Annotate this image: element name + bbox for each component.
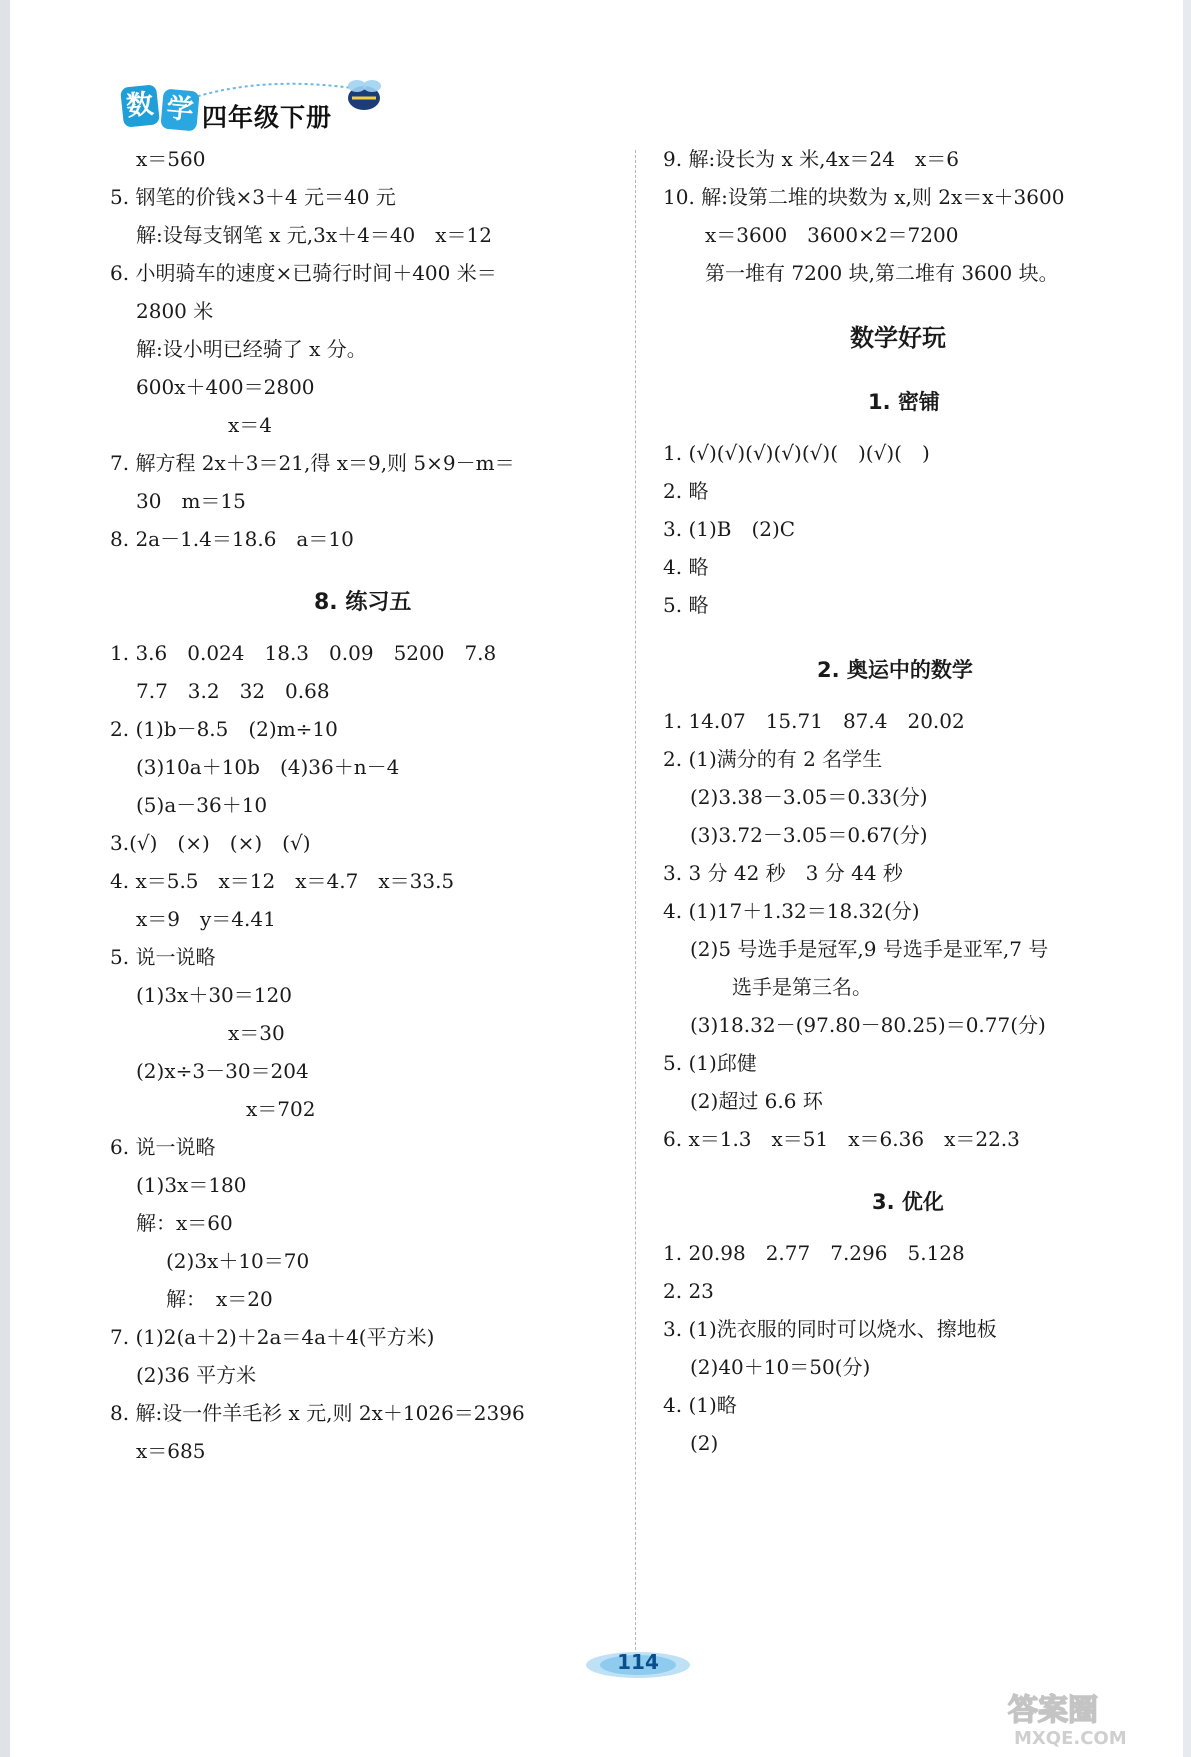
section-heading: 2. 奥运中的数学 [817, 658, 973, 682]
answer-line: x＝9 y＝4.41 [136, 907, 276, 931]
answer-line: (5)a－36＋10 [136, 793, 268, 817]
answer-line: 3. 3 分 42 秒 3 分 44 秒 [663, 861, 903, 885]
answer-line: 5. (1)邱健 [663, 1051, 757, 1075]
answer-line: (1)3x＋30＝120 [136, 983, 292, 1007]
answer-line: 600x＋400＝2800 [136, 375, 315, 399]
column-divider [635, 150, 636, 1650]
answer-line: (1)3x＝180 [136, 1173, 247, 1197]
answer-line: (2)x÷3－30＝204 [136, 1059, 309, 1083]
watermark-logo-icon [1000, 1680, 1185, 1750]
answer-line: (2)5 号选手是冠军,9 号选手是亚军,7 号 [690, 937, 1049, 961]
page-header [122, 78, 442, 138]
answer-line: 第一堆有 7200 块,第二堆有 3600 块。 [705, 261, 1059, 285]
answer-line: 2800 米 [136, 299, 214, 323]
answer-line: 8. 2a－1.4＝18.6 a＝10 [110, 527, 354, 551]
header-badge-math-1: 数 [120, 84, 160, 128]
page-edge-left [0, 0, 10, 1757]
answer-line: 3.(√) (×) (×) (√) [110, 831, 311, 855]
grade-label: 四年级下册 [202, 103, 333, 132]
answer-line: 解： x＝20 [166, 1287, 273, 1311]
page-edge-right [1183, 0, 1191, 1757]
answer-line: 2. 略 [663, 479, 709, 503]
answer-line: 7.7 3.2 32 0.68 [136, 679, 330, 703]
answer-line: 1. 14.07 15.71 87.4 20.02 [663, 709, 965, 733]
site-watermark [1000, 1680, 1185, 1750]
answer-line: 3. (1)洗衣服的同时可以烧水、擦地板 [663, 1317, 997, 1341]
answer-line: (3)3.72－3.05＝0.67(分) [690, 823, 928, 847]
answer-line: 5. 钢笔的价钱×3＋4 元＝40 元 [110, 185, 396, 209]
answer-line: 解:设小明已经骑了 x 分。 [136, 337, 367, 361]
answer-line: (3)10a＋10b (4)36＋n－4 [136, 755, 400, 779]
answer-line: 9. 解:设长为 x 米,4x＝24 x＝6 [663, 147, 959, 171]
answer-line: x＝685 [136, 1439, 206, 1463]
answer-line: 10. 解:设第二堆的块数为 x,则 2x＝x＋3600 [663, 185, 1065, 209]
answer-line: 4. (1)略 [663, 1393, 737, 1417]
answer-line: 1. 20.98 2.77 7.296 5.128 [663, 1241, 965, 1265]
answer-line: 2. (1)b－8.5 (2)m÷10 [110, 717, 338, 741]
answer-line: x＝3600 3600×2＝7200 [705, 223, 959, 247]
answer-line: 6. 小明骑车的速度×已骑行时间＋400 米＝ [110, 261, 497, 285]
answer-line: (2)40＋10＝50(分) [690, 1355, 871, 1379]
answer-line: x＝30 [228, 1021, 285, 1045]
answer-line: 4. x＝5.5 x＝12 x＝4.7 x＝33.5 [110, 869, 455, 893]
answer-line: 3. (1)B (2)C [663, 517, 796, 541]
answer-line: 5. 略 [663, 593, 709, 617]
answer-line: (2) [690, 1431, 719, 1455]
answer-line: (2)3.38－3.05＝0.33(分) [690, 785, 928, 809]
answer-line: 2. 23 [663, 1279, 714, 1303]
answer-line: 4. (1)17＋1.32＝18.32(分) [663, 899, 920, 923]
part-heading: 数学好玩 [850, 324, 946, 352]
answer-line: 解:设每支钢笔 x 元,3x＋4＝40 x＝12 [136, 223, 492, 247]
page-number: 114 [617, 1650, 659, 1674]
answer-line: 6. x＝1.3 x＝51 x＝6.36 x＝22.3 [663, 1127, 1020, 1151]
answer-line: (2)3x＋10＝70 [166, 1249, 310, 1273]
answer-line: (2)超过 6.6 环 [690, 1089, 823, 1113]
svg-text:MXQE.COM: MXQE.COM [1014, 1728, 1127, 1749]
answer-line: 1. (√)(√)(√)(√)(√)( )(√)( ) [663, 441, 930, 465]
answer-line: 7. (1)2(a＋2)＋2a＝4a＋4(平方米) [110, 1325, 435, 1349]
answer-line: x＝560 [136, 147, 206, 171]
answer-line: 6. 说一说略 [110, 1135, 216, 1159]
answer-line: 1. 3.6 0.024 18.3 0.09 5200 7.8 [110, 641, 497, 665]
answer-line: 5. 说一说略 [110, 945, 216, 969]
answer-line: 30 m＝15 [136, 489, 246, 513]
section-heading: 1. 密铺 [868, 390, 940, 414]
section-heading: 3. 优化 [872, 1190, 944, 1214]
answer-line: x＝4 [228, 413, 273, 437]
answer-line: x＝702 [246, 1097, 316, 1121]
answer-line: (2)36 平方米 [136, 1363, 257, 1387]
answer-line: 2. (1)满分的有 2 名学生 [663, 747, 883, 771]
answer-line: 选手是第三名。 [732, 975, 872, 999]
header-badge-math-2: 学 [160, 89, 199, 132]
svg-text:答案圈: 答案圈 [1008, 1693, 1098, 1728]
page-footer [583, 1646, 693, 1684]
answer-line: (3)18.32－(97.80－80.25)＝0.77(分) [690, 1013, 1046, 1037]
answer-line: 8. 解:设一件羊毛衫 x 元,则 2x＋1026＝2396 [110, 1401, 525, 1425]
section-heading: 8. 练习五 [314, 590, 412, 615]
answer-line: 4. 略 [663, 555, 709, 579]
answer-line: 7. 解方程 2x＋3＝21,得 x＝9,则 5×9－m＝ [110, 451, 515, 475]
answer-line: 解：x＝60 [136, 1211, 233, 1235]
